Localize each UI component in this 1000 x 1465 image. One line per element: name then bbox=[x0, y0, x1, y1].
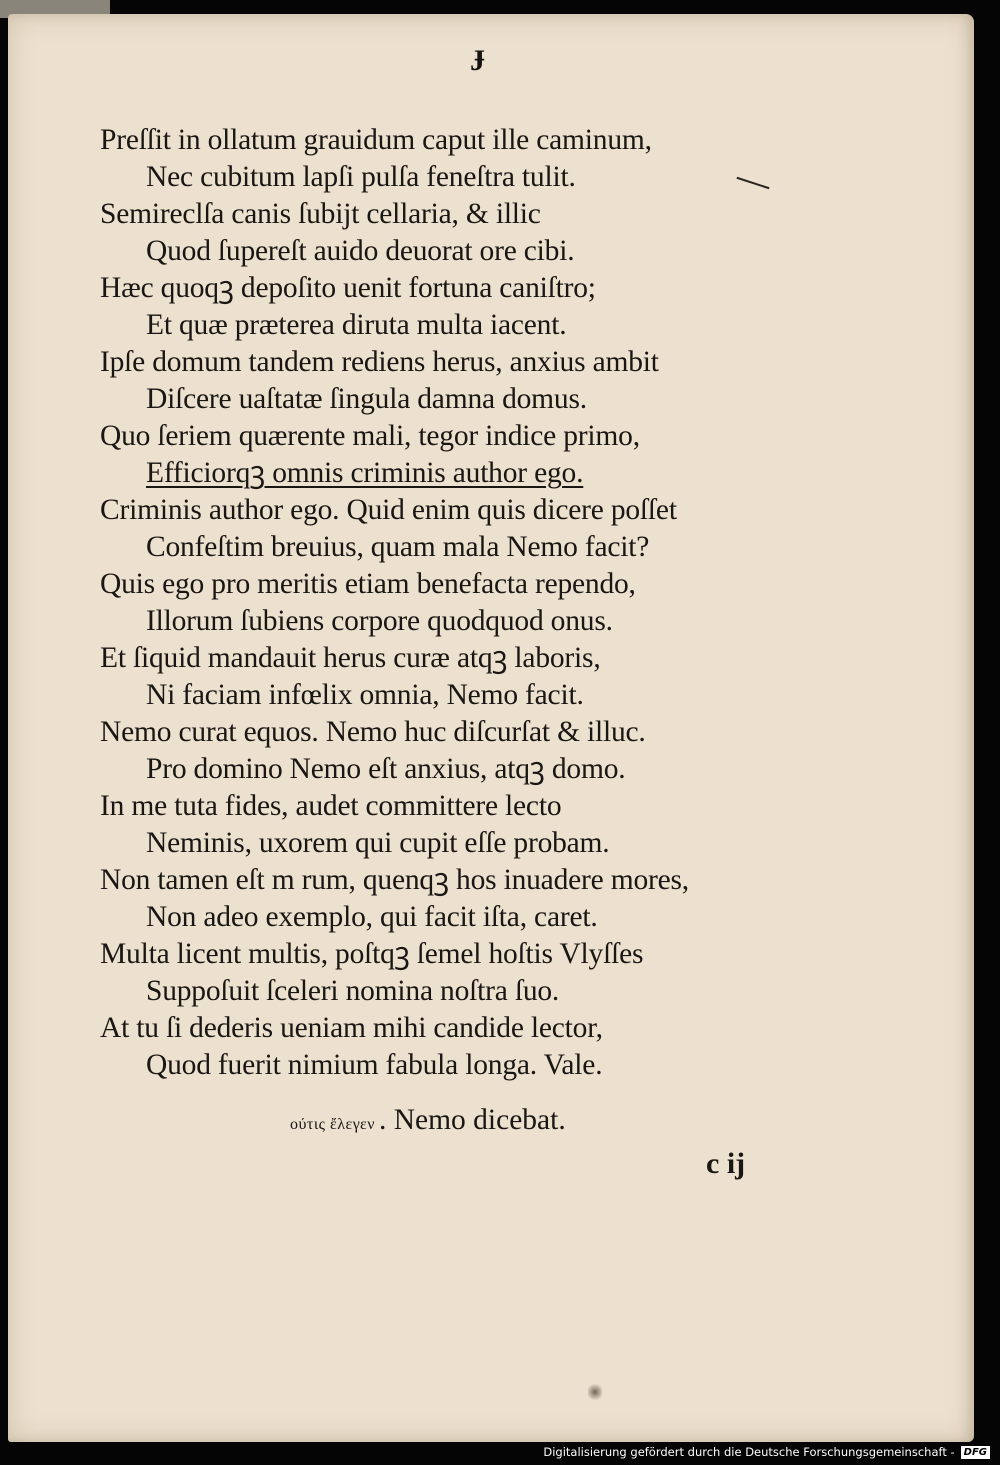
poem-line-text: Pro domino Nemo eſt anxius, atqꝫ domo. bbox=[146, 753, 626, 785]
poem-line bbox=[100, 566, 960, 603]
greek-gloss: . Nemo dicebat. bbox=[378, 1104, 566, 1136]
poem-line bbox=[100, 825, 960, 862]
poem-line bbox=[100, 751, 960, 788]
poem-line-text: Efficiorqꝫ omnis criminis author ego. bbox=[146, 457, 584, 489]
poem-line-text: At tu ſi dederis ueniam mihi candide lector, bbox=[100, 1012, 603, 1044]
poem-line bbox=[100, 307, 960, 344]
poem-line bbox=[100, 788, 960, 825]
poem-line-text: Quis ego pro meritis etiam benefacta rependo, bbox=[100, 568, 636, 600]
poem-line-text: Non tamen eſt m rum, quenqꝫ hos inuadere mores, bbox=[100, 864, 689, 896]
poem-line bbox=[100, 936, 960, 973]
poem-line-text: In me tuta fides, audet committere lecto bbox=[100, 790, 562, 822]
poem-line bbox=[100, 381, 960, 418]
greek-text: ούτις ἔλεγεν bbox=[290, 1116, 375, 1133]
poem-line-text: Et ſiquid mandauit herus curæ atqꝫ laboris, bbox=[100, 642, 601, 674]
poem-line-text: Non adeo exemplo, qui facit iſta, caret. bbox=[146, 901, 598, 933]
poem-text-block bbox=[100, 122, 960, 1084]
poem-line-text: Ipſe domum tandem rediens herus, anxius ambit bbox=[100, 346, 659, 378]
book-page bbox=[8, 14, 974, 1442]
poem-line-text: Preſſit in ollatum grauidum caput ille caminum, bbox=[100, 124, 652, 156]
poem-line-text: Nemo curat equos. Nemo huc diſcurſat & illuc. bbox=[100, 716, 646, 748]
poem-line bbox=[100, 196, 960, 233]
poem-line bbox=[100, 344, 960, 381]
poem-line bbox=[100, 862, 960, 899]
poem-line-text: Criminis author ego. Quid enim quis dicere poſſet bbox=[100, 494, 677, 526]
footer-bar bbox=[543, 1443, 990, 1461]
poem-line bbox=[100, 455, 960, 492]
poem-line-text: Suppoſuit ſceleri nomina noſtra ſuo. bbox=[146, 975, 560, 1007]
poem-line bbox=[100, 899, 960, 936]
poem-line bbox=[100, 1010, 960, 1047]
poem-line bbox=[100, 233, 960, 270]
poem-line bbox=[100, 677, 960, 714]
signature-mark: c ij bbox=[706, 1147, 746, 1180]
poem-line-text: Multa licent multis, poſtqꝫ ſemel hoſtis Vlyſſes bbox=[100, 938, 644, 970]
dfg-logo: DFG bbox=[961, 1446, 990, 1459]
poem-line-text: Quo ſeriem quærente mali, tegor indice primo, bbox=[100, 420, 640, 452]
poem-line bbox=[100, 603, 960, 640]
poem-line bbox=[100, 159, 960, 196]
poem-line-text: Neminis, uxorem qui cupit eſſe probam. bbox=[146, 827, 610, 859]
page-top-mark: Ɉ bbox=[470, 44, 485, 77]
poem-line bbox=[100, 640, 960, 677]
ink-smudge bbox=[588, 1382, 602, 1402]
poem-line bbox=[100, 973, 960, 1010]
poem-line-text: Semireclſa canis ſubijt cellaria, & illic bbox=[100, 198, 541, 230]
poem-line bbox=[100, 122, 960, 159]
poem-line bbox=[100, 418, 960, 455]
poem-line-text: Hæc quoqꝫ depoſito uenit fortuna caniſtro; bbox=[100, 272, 596, 304]
poem-line bbox=[100, 492, 960, 529]
poem-line-text: Quod fuerit nimium fabula longa. Vale. bbox=[146, 1049, 603, 1081]
poem-line-text: Quod ſupereſt auido deuorat ore cibi. bbox=[146, 235, 575, 267]
poem-line-text: Ni faciam infœlix omnia, Nemo facit. bbox=[146, 679, 584, 711]
poem-line-text: Nec cubitum lapſi pulſa feneſtra tulit. bbox=[146, 161, 576, 193]
poem-line bbox=[100, 1047, 960, 1084]
poem-line-text: Illorum ſubiens corpore quodquod onus. bbox=[146, 605, 613, 637]
poem-line-text: Et quæ præterea diruta multa iacent. bbox=[146, 309, 567, 341]
poem-line-text: Confeſtim breuius, quam mala Nemo facit? bbox=[146, 531, 650, 563]
poem-line-text: Diſcere uaſtatæ ſingula damna domus. bbox=[146, 383, 587, 415]
poem-line bbox=[100, 270, 960, 307]
footer-credit: Digitalisierung gefördert durch die Deutsche Forschungsgemeinschaft - bbox=[543, 1445, 955, 1459]
poem-line bbox=[100, 714, 960, 751]
greek-line bbox=[290, 1104, 566, 1137]
poem-line bbox=[100, 529, 960, 566]
